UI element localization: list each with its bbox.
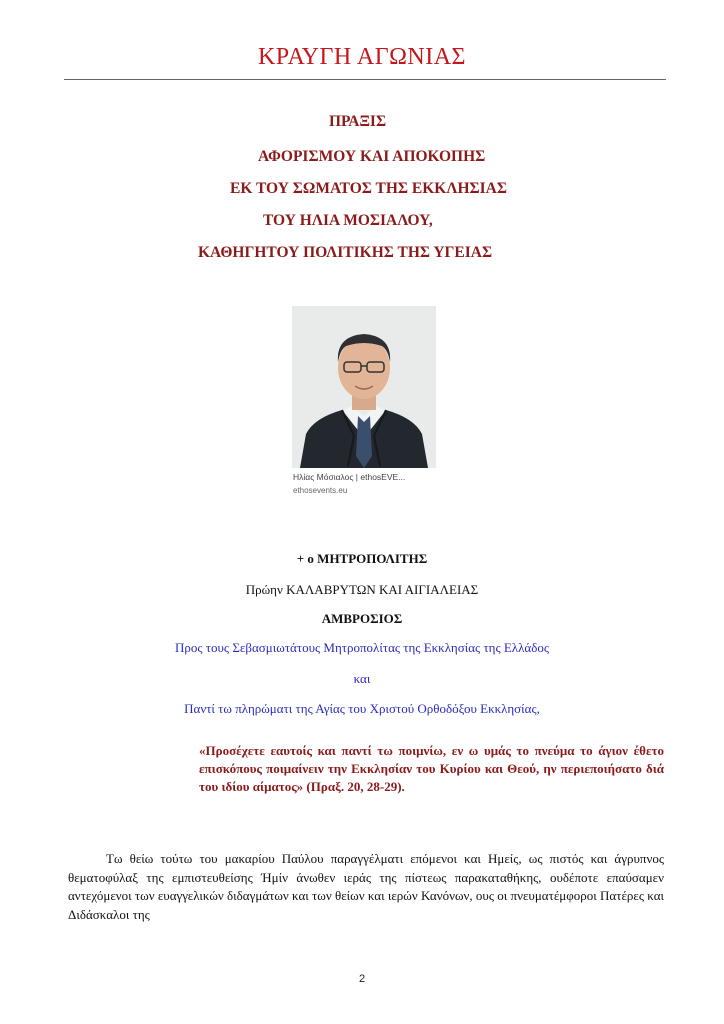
- addressee-line-3: Παντί τω πληρώματι της Αγίας του Χριστού Ορθοδόξου Εκκλησίας,: [184, 701, 540, 716]
- addressee-line-1: Προς τους Σεβασμιωτάτους Μητροπολίτας της Εκκλησίας της Ελλάδος: [175, 640, 549, 655]
- sender-line-1: + ο ΜΗΤΡΟΠΟΛΙΤΗΣ: [296, 551, 428, 566]
- title-line-2: ΑΦΟΡΙΣΜΟΥ ΚΑΙ ΑΠΟΚΟΠΗΣ: [258, 148, 486, 165]
- body-paragraph: Τω θείω τούτω του μακαρίου Παύλου παραγγέλματι επόμενοι και Ημείς, ως πιστός και άγρυπνος θεματοφύλαξ της εμπιστευθείσης Ήμίν άνωθεν ιεράς της πίστεως παρακαταθήκης, ουδέποτε επαύσαμεν αντεχόμενοι των ευαγγελικών διδαγμάτων και των θείων και ιερών Κανόνων, ους οι πνευματέμφοροι Πατέρες και Διδάσκαλοι της: [68, 851, 664, 922]
- scripture-quote: «Προσέχετε εαυτοίς και παντί τω ποιμνίω, εν ω υμάς το πνεύμα το άγιον έθετο επισκόπους ποιμαίνειν την Εκκλησίαν του Κυρίου και Θεού, ην περιεποιήσατο διά του ιδίου αίματος» (Πραξ. 20, 28-29).: [199, 743, 664, 794]
- sender-line-3: ΑΜΒΡΟΣΙΟΣ: [321, 611, 403, 626]
- portrait-photo: [292, 306, 436, 468]
- photo-caption: Ηλίας Μόσιαλος | ethosEVE...: [293, 472, 406, 482]
- title-line-3: ΕΚ ΤΟΥ ΣΩΜΑΤΟΣ ΤΗΣ ΕΚΚΛΗΣΙΑΣ: [230, 180, 507, 197]
- portrait-card[interactable]: [288, 302, 440, 500]
- portrait-illustration: [292, 306, 436, 468]
- photo-source: ethosevents.eu: [293, 486, 348, 495]
- title-line-5: ΚΑΘΗΓΗΤΟΥ ΠΟΛΙΤΙΚΗΣ ΤΗΣ ΥΓΕΙΑΣ: [198, 244, 493, 261]
- page-number: 2: [358, 973, 366, 985]
- header-rule: [64, 79, 666, 80]
- addressee-line-2: και: [353, 671, 371, 686]
- running-header: ΚΡΑΥΓΗ ΑΓΩΝΙΑΣ: [257, 44, 467, 70]
- sender-line-2: Πρώην ΚΑΛΑΒΡΥΤΩΝ ΚΑΙ ΑΙΓΙΑΛΕΙΑΣ: [245, 582, 479, 597]
- title-line-4: ΤΟΥ ΗΛΙΑ ΜΟΣΙΑΛΟΥ,: [263, 212, 433, 229]
- title-line-1: ΠΡΑΞΙΣ: [329, 113, 387, 130]
